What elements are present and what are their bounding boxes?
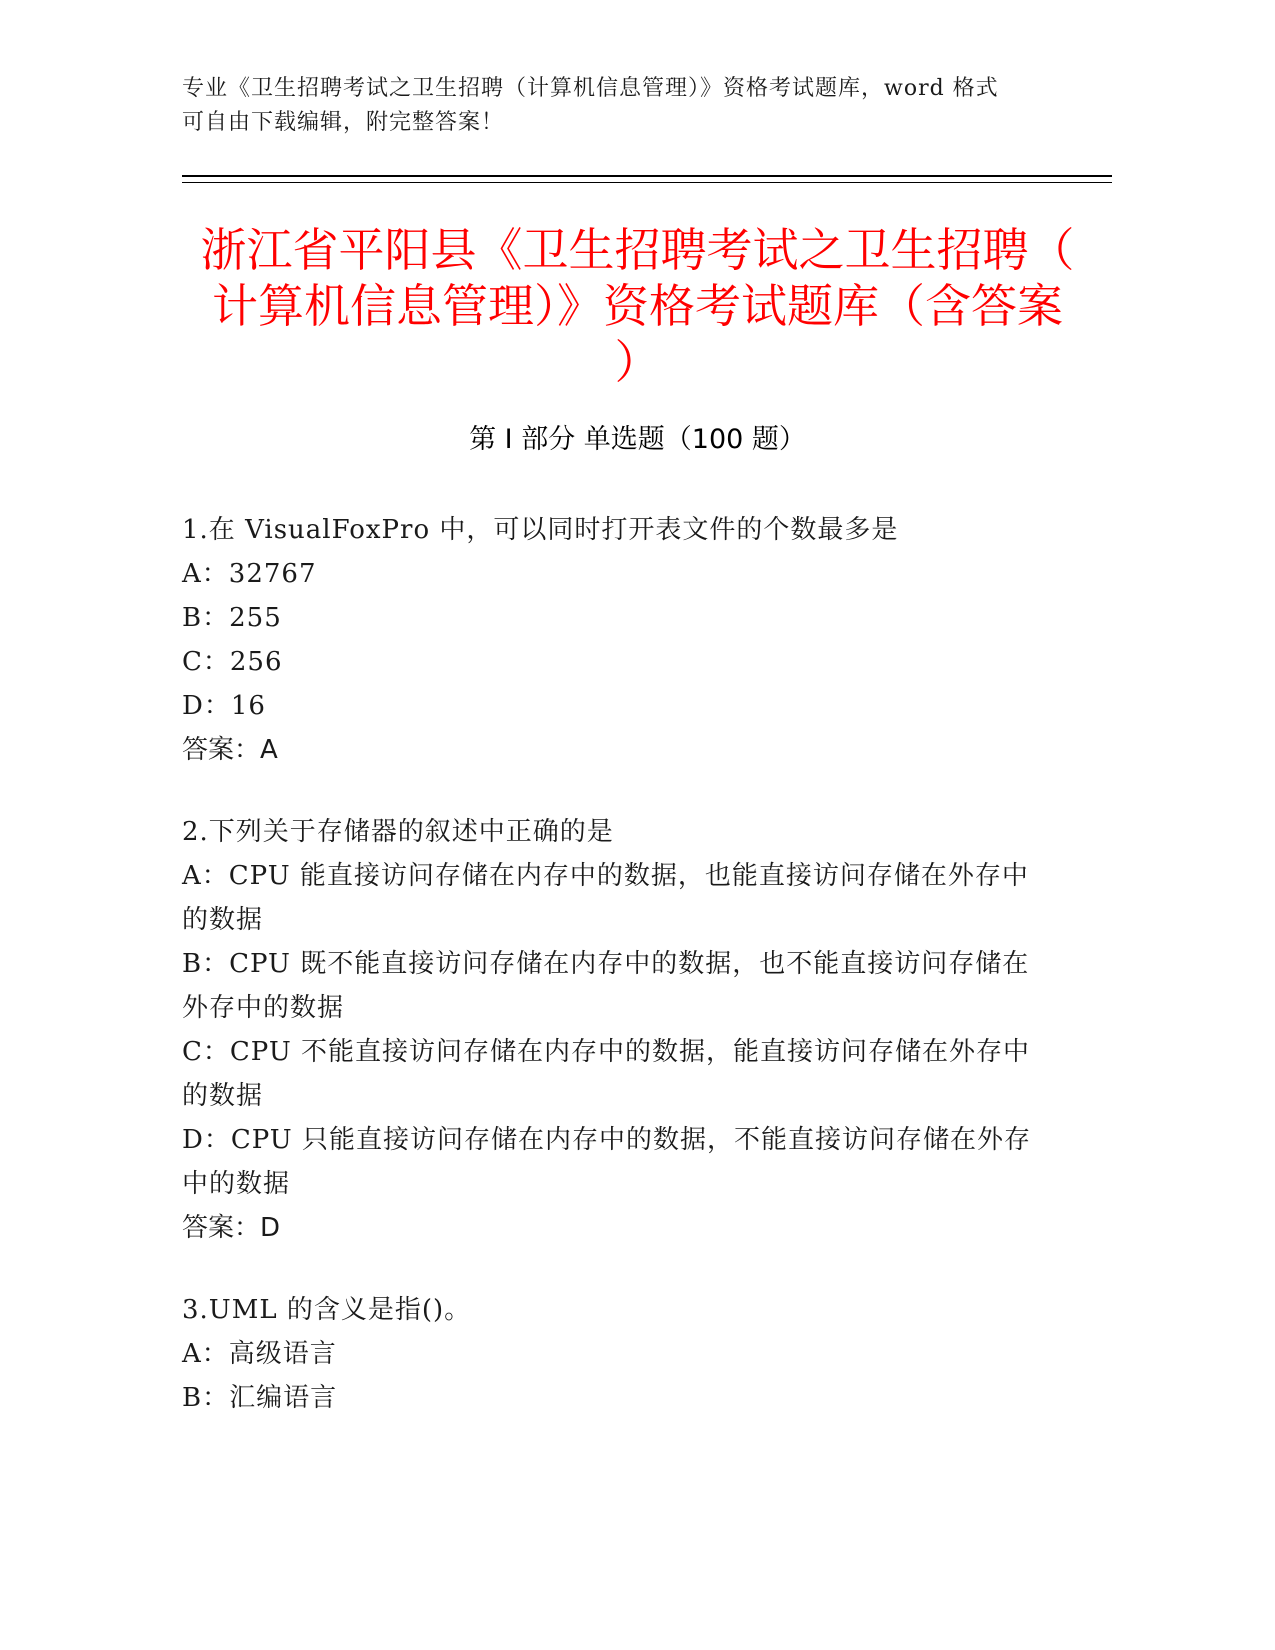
option-a: A：32767: [182, 559, 317, 589]
answer: 答案：D: [182, 1213, 281, 1243]
option-b-line-2: 外存中的数据: [182, 993, 345, 1023]
question-2: [182, 810, 1062, 1250]
title-line-3: ）: [614, 335, 661, 389]
header-note: [182, 72, 1042, 140]
title-line-2: 计算机信息管理）》资格考试题库（含答案: [212, 279, 1063, 333]
question-3: [182, 1288, 1062, 1420]
answer: 答案：A: [182, 735, 278, 765]
question-list: [182, 508, 1062, 1458]
option-b: [182, 942, 1062, 1030]
option-c: [182, 1030, 1062, 1118]
option-c-line-1: C：CPU 不能直接访问存储在内存中的数据，能直接访问存储在外存中: [182, 1037, 1031, 1067]
option-a: A：高级语言: [182, 1339, 337, 1369]
option-d: [182, 1118, 1062, 1206]
title-line-1: 浙江省平阳县《卫生招聘考试之卫生招聘（: [200, 223, 1075, 277]
question-stem: 3.UML 的含义是指()。: [182, 1295, 472, 1325]
option-d-line-1: D：CPU 只能直接访问存储在内存中的数据，不能直接访问存储在外存: [182, 1125, 1031, 1155]
option-a: [182, 854, 1062, 942]
option-c: C：256: [182, 647, 283, 677]
header-note-line-1: 专业《卫生招聘考试之卫生招聘（计算机信息管理）》资格考试题库，word 格式: [182, 76, 999, 101]
document-title: [150, 222, 1125, 390]
option-c-line-2: 的数据: [182, 1081, 264, 1111]
option-d: D：16: [182, 691, 266, 721]
question-stem: 1.在 VisualFoxPro 中，可以同时打开表文件的个数最多是: [182, 515, 899, 545]
option-d-line-2: 中的数据: [182, 1169, 291, 1199]
option-b-line-1: B：CPU 既不能直接访问存储在内存中的数据，也不能直接访问存储在: [182, 949, 1030, 979]
option-b: B：255: [182, 603, 282, 633]
option-b: B：汇编语言: [182, 1383, 338, 1413]
section-heading: 第 I 部分 单选题（100 题）: [469, 424, 806, 455]
question-stem: 2.下列关于存储器的叙述中正确的是: [182, 817, 614, 847]
option-a-line-2: 的数据: [182, 905, 264, 935]
header-note-line-2: 可自由下载编辑，附完整答案！: [182, 110, 505, 135]
question-1: [182, 508, 1062, 772]
header-divider-thick: [182, 175, 1112, 177]
header-divider-thin: [182, 182, 1112, 183]
option-a-line-1: A：CPU 能直接访问存储在内存中的数据，也能直接访问存储在外存中: [182, 861, 1029, 891]
